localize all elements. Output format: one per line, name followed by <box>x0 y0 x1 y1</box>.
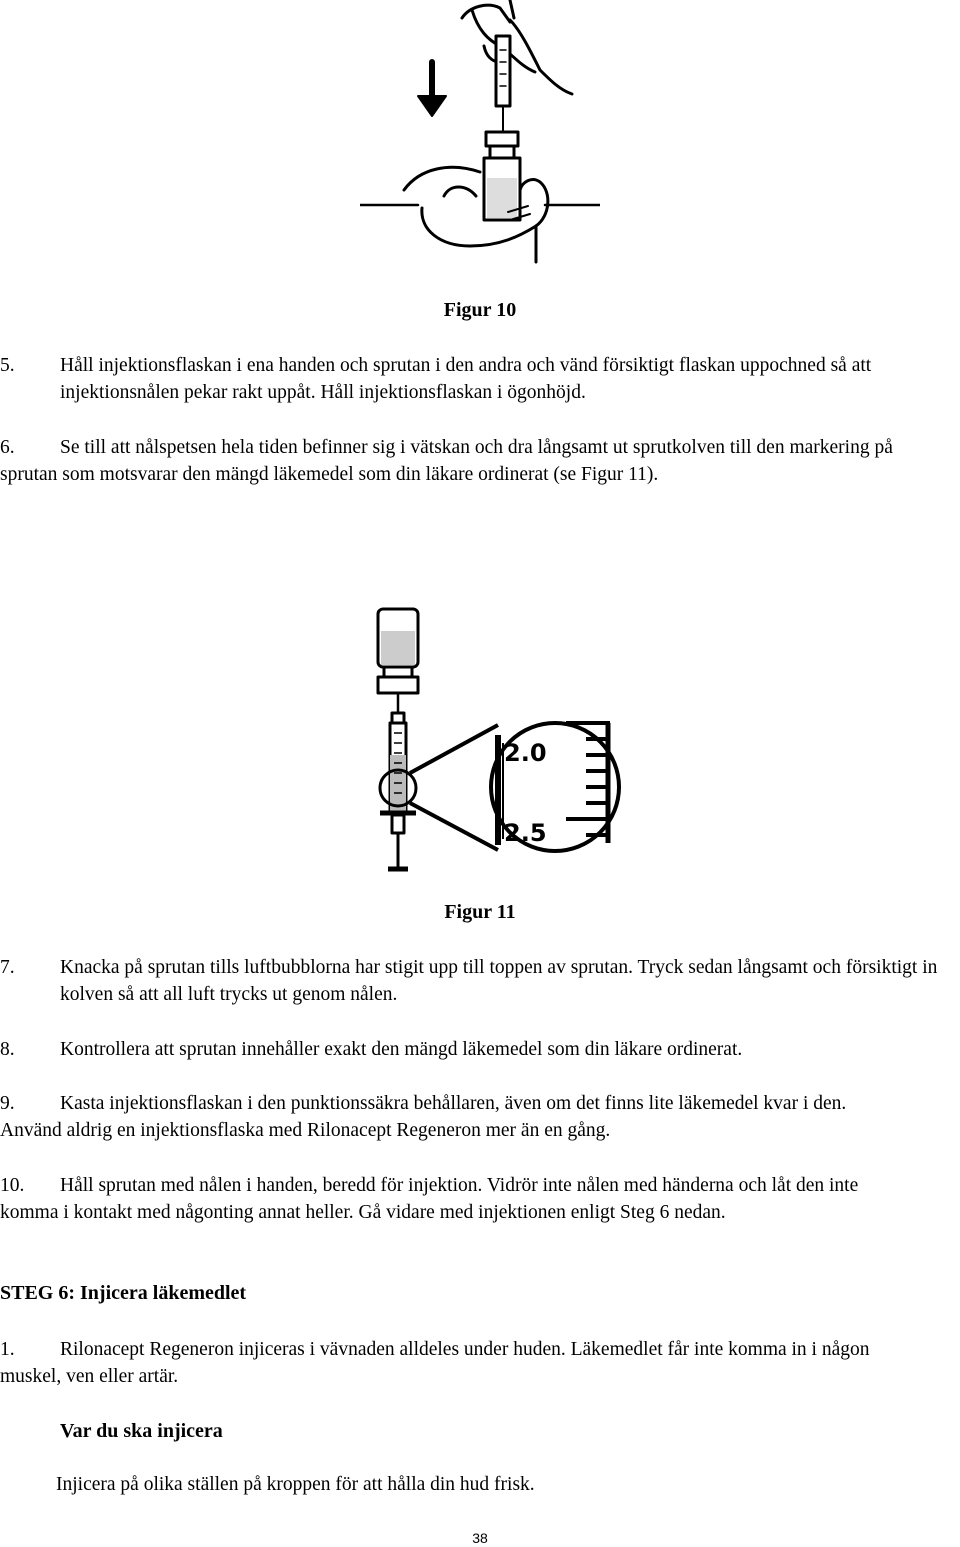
list-item-text: Rilonacept Regeneron injiceras i vävnaden alldeles under huden. Läkemedlet får inte komma in i någon muskel, ven eller artär. <box>0 1339 870 1387</box>
list-item-text: Håll injektionsflaskan i ena handen och sprutan i den andra och vänd försiktigt flaskan uppochned så att injektionsnålen pekar rakt uppåt. Håll injektionsflaskan i ögonhöjd. <box>60 355 872 403</box>
subsection-text: Injicera på olika ställen på kroppen för att hålla din hud frisk. <box>56 1474 535 1495</box>
list-item-number: 9. <box>0 1093 15 1114</box>
list-item-text: Knacka på sprutan tills luftbubblorna har stigit upp till toppen av sprutan. Tryck sedan långsamt och försiktigt in kolven så att all luft trycks ut genom nålen. <box>60 957 938 1005</box>
list-item-text: Se till att nålspetsen hela tiden befinner sig i vätskan och dra långsamt ut sprutkolven till den markering på sprutan som motsvarar den mängd läkemedel som din läkare ordinerat (se Figur 11). <box>0 437 893 485</box>
list-item-text: Håll sprutan med nålen i handen, beredd för injektion. Vidrör inte nålen med händerna och låt den inte komma i kontakt med någonting annat heller. Gå vidare med injektionen enligt Steg 6 nedan. <box>0 1175 859 1223</box>
list-item-number: 7. <box>0 957 15 978</box>
list-item-text: Kontrollera att sprutan innehåller exakt den mängd läkemedel som din läkare ordinerat. <box>60 1039 743 1060</box>
list-item-number: 5. <box>0 355 15 376</box>
list-item-text: Kasta injektionsflaskan i den punktionssäkra behållaren, även om det finns lite läkemedel kvar i den. Använd aldrig en injektionsflaska med Rilonacept Regeneron mer än en gång. <box>0 1093 847 1141</box>
figure-10-illustration <box>360 0 600 270</box>
section-heading: STEG 6: Injicera läkemedlet <box>0 1282 247 1304</box>
figure-10-caption: Figur 10 <box>443 299 517 321</box>
list-item-number: 10. <box>0 1175 25 1196</box>
scale-label-top: 2.0 <box>504 739 547 767</box>
figure-11-caption: Figur 11 <box>444 901 516 923</box>
scale-label-bottom: 2.5 <box>504 819 547 847</box>
page-number: 38 <box>472 1530 488 1546</box>
subsection-heading: Var du ska injicera <box>60 1420 223 1442</box>
list-item-number: 8. <box>0 1039 15 1060</box>
list-item-number: 6. <box>0 437 15 458</box>
figure-11-illustration <box>370 605 630 880</box>
list-item-number: 1. <box>0 1339 15 1360</box>
